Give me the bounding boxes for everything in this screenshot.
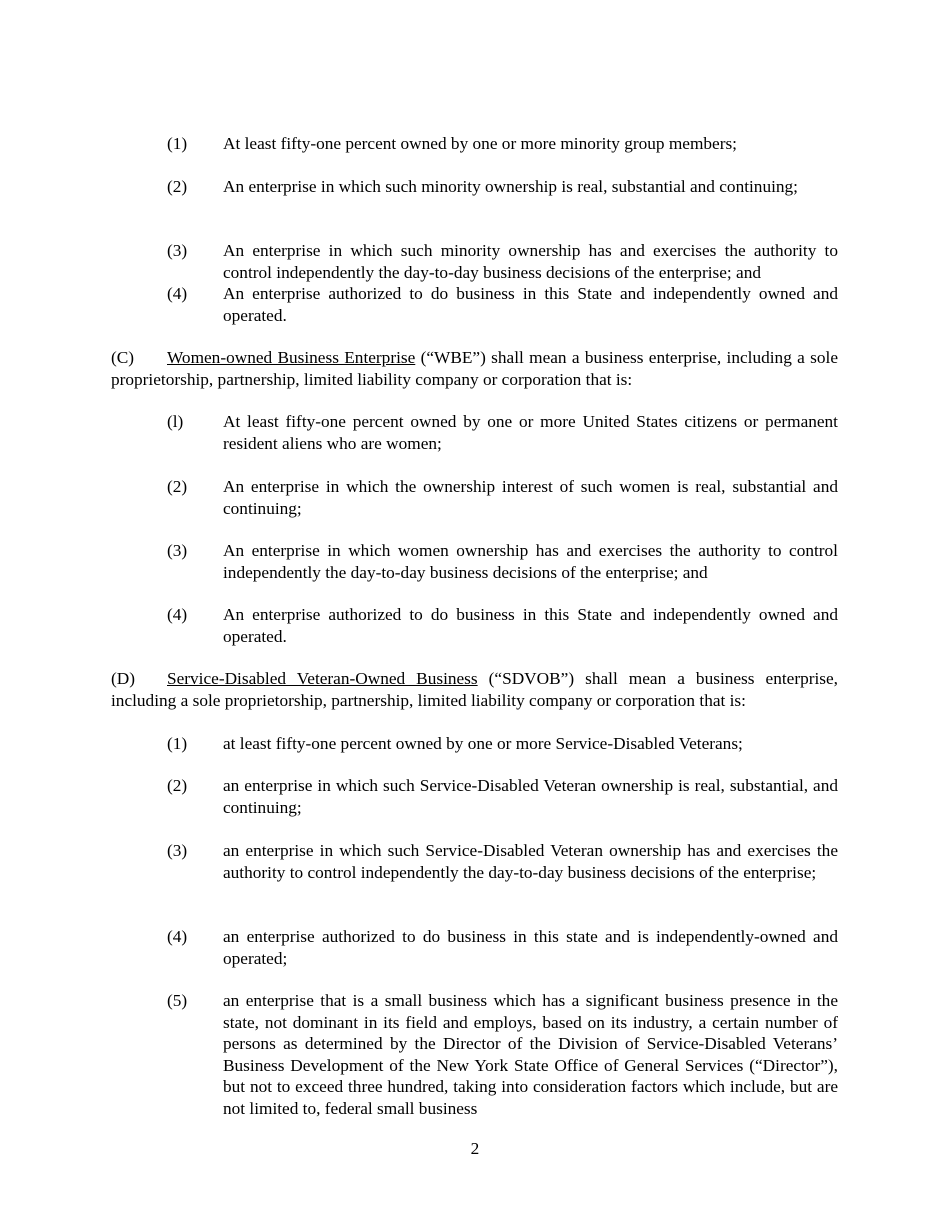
item-number: (1) bbox=[167, 134, 188, 153]
item-number: (2) bbox=[167, 177, 188, 196]
item-number: (2) bbox=[167, 776, 188, 795]
item-number: (4) bbox=[167, 927, 188, 946]
section-label: (C) bbox=[111, 348, 135, 367]
item-number: (2) bbox=[167, 477, 188, 496]
definition-text: (“WBE”) shall mean a business enterprise, including a sole proprietorship, partnership, limited liability company or corporation that is: bbox=[111, 348, 838, 389]
item-text: At least fifty-one percent owned by one or more United States citizens or permanent resident aliens who are women; bbox=[223, 412, 838, 453]
item-text: at least fifty-one percent owned by one or more Service-Disabled Veterans; bbox=[223, 734, 743, 753]
definition-text: (“SDVOB”) shall mean a business enterprise, including a sole proprietorship, partnership, limited liability company or corporation that is: bbox=[111, 669, 838, 710]
section-d-definition bbox=[111, 668, 838, 711]
item-text: an enterprise authorized to do business in this state and is independently-owned and operated; bbox=[223, 927, 838, 968]
item-text: an enterprise in which such Service-Disabled Veteran ownership is real, substantial, and continuing; bbox=[223, 776, 838, 817]
item-number: (3) bbox=[167, 841, 188, 860]
section-label: (D) bbox=[111, 669, 135, 688]
item-text: an enterprise that is a small business which has a significant business presence in the state, not dominant in its field and employs, based on its industry, a certain number of persons as determined by the Director of the Division of Service-Disabled Veterans’ Business Development of the New York State Office of General Services (“Director”), but not to exceed three hundred, taking into consideration factors which include, but are not limited to, federal small business bbox=[223, 991, 838, 1118]
page-number: 2 bbox=[470, 1139, 480, 1158]
item-number: (1) bbox=[167, 734, 188, 753]
item-text: At least fifty-one percent owned by one or more minority group members; bbox=[223, 134, 737, 153]
item-number: (3) bbox=[167, 541, 188, 560]
item-text: An enterprise in which such minority ownership has and exercises the authority to control independently the day-to-day business decisions of the enterprise; and bbox=[223, 241, 838, 282]
item-number: (4) bbox=[167, 284, 188, 303]
item-text: An enterprise in which women ownership has and exercises the authority to control independently the day-to-day business decisions of the enterprise; and bbox=[223, 541, 838, 582]
item-number: (l) bbox=[167, 412, 184, 431]
item-number: (3) bbox=[167, 241, 188, 260]
item-text: An enterprise in which the ownership interest of such women is real, substantial and continuing; bbox=[223, 477, 838, 518]
item-text: An enterprise authorized to do business in this State and independently owned and operated. bbox=[223, 284, 838, 325]
item-text: an enterprise in which such Service-Disabled Veteran ownership has and exercises the authority to control independently the day-to-day business decisions of the enterprise; bbox=[223, 841, 838, 882]
item-text: An enterprise authorized to do business in this State and independently owned and operated. bbox=[223, 605, 838, 646]
section-c-definition bbox=[111, 347, 838, 390]
defined-term: Service-Disabled Veteran-Owned Business bbox=[167, 669, 478, 688]
item-number: (5) bbox=[167, 991, 188, 1010]
defined-term: Women-owned Business Enterprise bbox=[167, 348, 416, 367]
item-text: An enterprise in which such minority ownership is real, substantial and continuing; bbox=[223, 177, 798, 196]
item-number: (4) bbox=[167, 605, 188, 624]
